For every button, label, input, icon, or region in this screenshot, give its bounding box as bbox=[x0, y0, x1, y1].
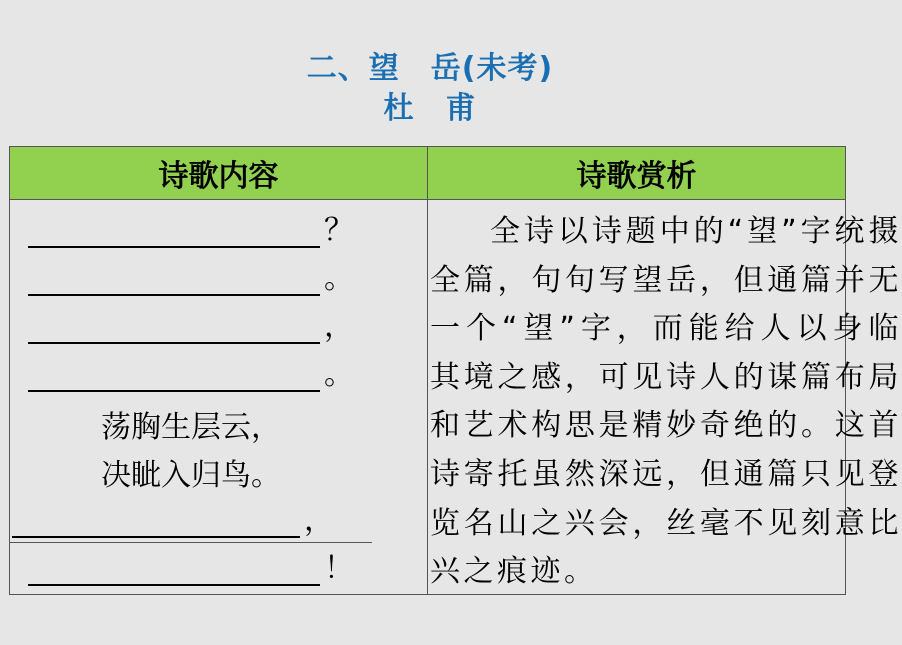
fill-blank-1 bbox=[28, 216, 320, 248]
poem-table bbox=[9, 146, 902, 595]
blank-punct-4: 。 bbox=[324, 357, 354, 392]
header-analysis: 诗歌赏析 bbox=[428, 147, 846, 200]
fill-blank-6 bbox=[28, 554, 320, 586]
blank-punct-6: ！ bbox=[324, 551, 354, 586]
table-header-row bbox=[10, 147, 846, 200]
blank-punct-3: ， bbox=[324, 309, 354, 344]
blank-punct-5: ， bbox=[304, 503, 334, 538]
analysis-text: 全诗以诗题中的“望”字统摄全篇，句句写望岳，但通篇并无一个“望”字，而能给人以身临其境之感，可见诗人的谋篇布局和艺术构思是精妙奇绝的。这首诗寄托虽然深远，但通篇只见登览名山之兴会，丝毫不见刻意比兴之痕迹。 bbox=[430, 214, 902, 590]
poem-line: 决眦入归鸟。 bbox=[101, 458, 281, 493]
content-cell bbox=[10, 200, 428, 595]
header-content: 诗歌内容 bbox=[10, 147, 428, 200]
poem-author: 杜 甫 bbox=[383, 91, 477, 126]
blank-punct-1: ？ bbox=[324, 213, 354, 248]
analysis-cell bbox=[428, 200, 902, 595]
fill-blank-3 bbox=[28, 312, 320, 344]
fill-blank-2 bbox=[28, 264, 320, 296]
fill-blank-4 bbox=[28, 360, 320, 392]
poem-title: 二、望 岳(未考) bbox=[306, 51, 554, 86]
blank-punct-2: 。 bbox=[324, 261, 354, 296]
poem-line: 荡胸生层云， bbox=[101, 410, 281, 445]
cell-divider bbox=[10, 542, 372, 543]
table-row bbox=[10, 200, 846, 595]
fill-blank-5 bbox=[12, 506, 300, 538]
